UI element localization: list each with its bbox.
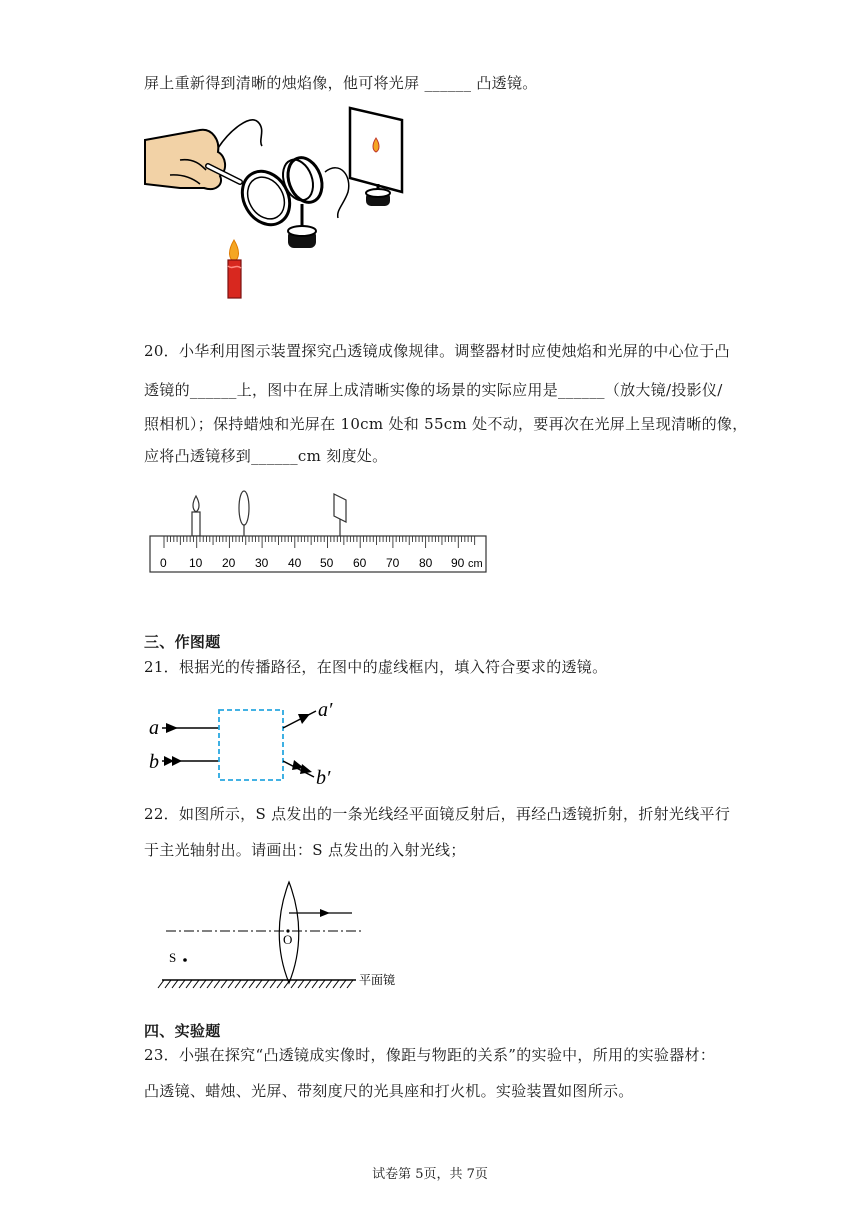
figure-optical-bench	[148, 484, 490, 576]
q19-text: 屏上重新得到清晰的烛焰像，他可将光屏 ______ 凸透镜。	[144, 74, 538, 92]
mirror-hatch-line	[291, 980, 297, 988]
mirror-hatch-line	[263, 980, 269, 988]
bench-candle	[192, 496, 200, 536]
ray-label-a: a	[149, 717, 159, 739]
mirror-hatch-line	[172, 980, 178, 988]
mirror-hatch-line	[186, 980, 192, 988]
section-4-title: 四、实验题	[144, 1022, 221, 1040]
mirror-hatch-line	[333, 980, 339, 988]
dashed-lens-box	[219, 710, 283, 780]
ray-label-a-out: a′	[318, 699, 333, 721]
q20-line-3: 照相机）；保持蜡烛和光屏在 10cm 处和 55cm 处不动，要再次在光屏上呈现清晰的像，	[144, 415, 748, 433]
figure-lens-box	[146, 696, 356, 788]
bench-screen	[334, 494, 346, 522]
q22-line-1: 22．如图所示，S 点发出的一条光线经平面镜反射后，再经凸透镜折射，折射光线平行	[144, 805, 731, 823]
mirror-hatch-line	[228, 980, 234, 988]
mirror-label: 平面镜	[359, 973, 396, 987]
ray-label-b: b	[149, 751, 159, 773]
ruler-label: 50	[320, 556, 334, 570]
ruler-label: 40	[288, 556, 302, 570]
mirror-hatch-line	[179, 980, 185, 988]
ruler-label: 80	[419, 556, 433, 570]
mirror-hatch-line	[270, 980, 276, 988]
q23-line-1: 23．小强在探究“凸透镜成实像时，像距与物距的关系”的实验中，所用的实验器材：	[144, 1046, 716, 1064]
ray-label-b-out: b′	[316, 767, 331, 788]
q21-text: 21．根据光的传播路径，在图中的虚线框内，填入符合要求的透镜。	[144, 658, 608, 676]
q20-line-1: 20．小华利用图示装置探究凸透镜成像规律。调整器材时应使烛焰和光屏的中心位于凸	[144, 342, 730, 360]
figure-lens-mirror	[156, 876, 408, 996]
mirror-hatch-line	[298, 980, 304, 988]
mirror-hatch-line	[347, 980, 353, 988]
mirror-hatch-line	[200, 980, 206, 988]
ruler-label: 60	[353, 556, 367, 570]
ruler-label: 10	[189, 556, 203, 570]
q22-line-2: 于主光轴射出。请画出：S 点发出的入射光线；	[144, 841, 466, 859]
center-label-o: O	[283, 932, 293, 947]
bench-lens	[239, 491, 249, 525]
figure-magnifier-experiment	[140, 100, 420, 305]
mirror-hatch-line	[277, 980, 283, 988]
page-footer: 试卷第 5页，共 7页	[372, 1167, 488, 1182]
mirror-hatch-line	[214, 980, 220, 988]
q20-line-4: 应将凸透镜移到______cm 刻度处。	[144, 447, 388, 465]
mirror-hatch-line	[249, 980, 255, 988]
mirror-hatch-line	[326, 980, 332, 988]
ruler-label: 20	[222, 556, 236, 570]
ruler-label: 90	[451, 556, 465, 570]
ruler-label: 0	[160, 556, 167, 570]
point-label-s: S	[169, 950, 177, 965]
mirror-hatch-line	[165, 980, 171, 988]
mirror-hatch-line	[221, 980, 227, 988]
candle	[228, 260, 241, 298]
mirror-hatch-line	[158, 980, 164, 988]
mirror-hatch-line	[305, 980, 311, 988]
point-s	[183, 958, 187, 962]
mirror-hatch-line	[242, 980, 248, 988]
section-3-title: 三、作图题	[144, 633, 221, 651]
mirror-hatch-line	[312, 980, 318, 988]
ruler-label: 70	[386, 556, 400, 570]
mirror-hatch-line	[193, 980, 199, 988]
q23-line-2: 凸透镜、蜡烛、光屏、带刻度尺的光具座和打火机。实验装置如图所示。	[144, 1082, 634, 1100]
mirror-hatch-line	[340, 980, 346, 988]
mirror-hatch-line	[319, 980, 325, 988]
ruler-label: 30	[255, 556, 269, 570]
mirror-hatch-line	[235, 980, 241, 988]
mirror-hatch-line	[256, 980, 262, 988]
q20-line-2: 透镜的______上，图中在屏上成清晰实像的场景的实际应用是______（放大镜/投影仪/	[144, 381, 723, 399]
ruler-unit: cm	[468, 558, 483, 570]
candle-flame-icon	[230, 240, 239, 262]
mirror-hatch-line	[207, 980, 213, 988]
